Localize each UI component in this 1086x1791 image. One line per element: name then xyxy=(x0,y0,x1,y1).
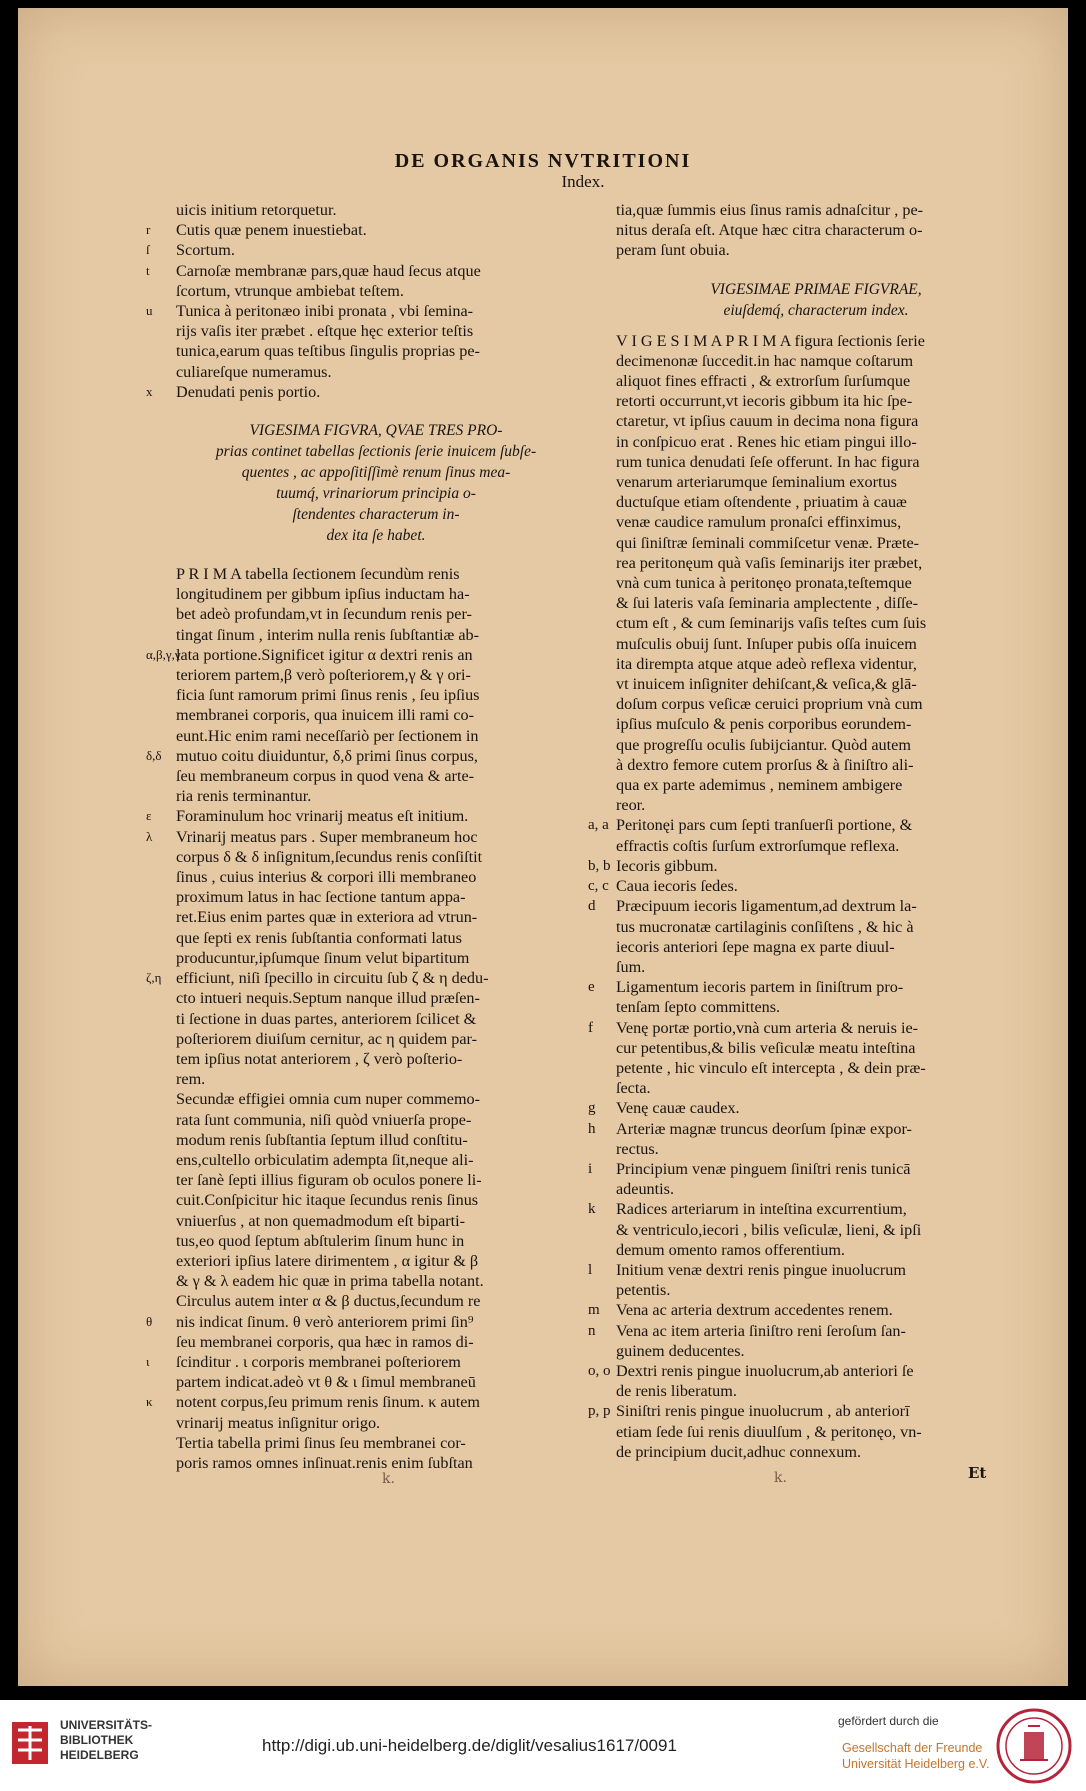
body-line xyxy=(146,968,576,988)
text-line: de renis liberatum. xyxy=(616,1382,737,1401)
body-line xyxy=(146,1312,576,1332)
body-line xyxy=(176,685,576,705)
index-entry xyxy=(588,1300,1016,1320)
text-line: de principium ducit,adhuc connexum. xyxy=(616,1442,861,1461)
margin-marker: i xyxy=(588,1160,593,1177)
text-line: cur petentibus,& bilis veſiculæ meatu inteſtina xyxy=(616,1038,916,1057)
body-line xyxy=(176,1231,576,1251)
text-line: petente , hic vinculo eſt intercepta , & dein præ- xyxy=(616,1058,926,1077)
margin-marker: l xyxy=(588,1261,593,1278)
body-line xyxy=(176,1211,576,1231)
text-line: ctaretur, vt ipſius cauum in decima nona figura xyxy=(616,412,919,431)
index-entry xyxy=(616,613,1016,633)
text-line: ficia ſunt ramorum primi ſinus renis , ſeu ipſius xyxy=(176,686,480,705)
text-line: que ſepti ex renis ſubſtantia conformati latus xyxy=(176,928,462,947)
body-line xyxy=(146,645,576,665)
text-line: vrinarij meatus inſignitur origo. xyxy=(176,1413,381,1432)
text-line: membranei corporis, qua inuicem illi rami co- xyxy=(176,706,475,725)
index-entry xyxy=(176,200,576,220)
text-line: Ligamentum iecoris partem in ſiniſtrum pro- xyxy=(616,978,904,997)
text-line: nitus deraſa eſt. Atque hæc citra characterum o- xyxy=(616,221,923,240)
text-line: Iecoris gibbum. xyxy=(616,856,718,875)
left-figure-heading xyxy=(176,420,576,546)
text-line: & ventriculo,iecori , bilis veſiculæ, lieni, & ipſi xyxy=(616,1220,922,1239)
text-line: ſinus , cuius interius & corpori illi membraneo xyxy=(176,868,477,887)
index-entry xyxy=(588,1098,1016,1118)
index-entry xyxy=(616,674,1016,694)
text-line: eunt.Hic enim rami neceſſariò per ſectionem in xyxy=(176,726,479,745)
text-line: ſeu membranei corporis, qua hæc in ramos di- xyxy=(176,1332,474,1351)
catchword: Et xyxy=(968,1464,987,1482)
body-line xyxy=(176,1009,576,1029)
body-line xyxy=(616,220,1016,240)
text-line: Venę cauæ caudex. xyxy=(616,1099,740,1118)
text-line: petentis. xyxy=(616,1281,671,1300)
sponsor-name: Gesellschaft der Freunde Universität Heidelberg e.V. xyxy=(842,1741,990,1771)
text-line: peram ſunt obuia. xyxy=(616,241,730,260)
body-line xyxy=(176,1089,576,1109)
text-line: venæ caudice ramulum pronaſci effinximus, xyxy=(616,513,902,532)
index-entry xyxy=(588,1321,1016,1341)
index-entry xyxy=(588,1119,1016,1139)
margin-marker: d xyxy=(588,898,596,915)
text-line: Arteriæ magnæ truncus deorſum ſpinæ expor- xyxy=(616,1119,912,1138)
index-entry xyxy=(616,714,1016,734)
body-line xyxy=(146,827,576,847)
text-line: & ſui lateris vaſa ſeminaria amplectente , diſſe- xyxy=(616,594,919,613)
margin-marker: n xyxy=(588,1322,596,1339)
index-entry xyxy=(588,1159,1016,1179)
text-line: Vrinarij meatus pars . Super membraneum hoc xyxy=(176,827,478,846)
text-line: ret.Eius enim partes quæ in exteriora ad vtrun- xyxy=(176,908,478,927)
margin-marker: r xyxy=(146,222,151,238)
funded-by-label: gefördert durch die xyxy=(838,1714,939,1728)
text-line: Tunica à peritonæo inibi pronata , vbi ſemina- xyxy=(176,302,474,321)
text-line: aliquot fines effracti , & extrorſum ſurſumque xyxy=(616,372,911,391)
text-line: producuntur,ipſumque ſinum velut bipartitum xyxy=(176,948,470,967)
body-line xyxy=(176,1291,576,1311)
text-line: corpus δ & δ inſignitum,ſecundus renis conſiſtit xyxy=(176,847,483,866)
margin-marker: ſ xyxy=(146,242,150,258)
text-line: lata portione.Significet igitur α dextri renis an xyxy=(176,645,473,664)
index-entry xyxy=(616,553,1016,573)
text-line: muſculis obuij ſunt. Inſuper pubis oſſa inuicem xyxy=(616,634,917,653)
body-line xyxy=(176,1170,576,1190)
body-line xyxy=(176,625,576,645)
text-line: Carnoſæ membranæ pars,quæ haud ſecus atque xyxy=(176,261,481,280)
index-entry xyxy=(176,321,576,341)
text-line: Principium venæ pinguem ſiniſtri renis tunicā xyxy=(616,1159,911,1178)
handwritten-mark: k. xyxy=(382,1471,395,1487)
body-line xyxy=(616,200,1016,220)
margin-marker: θ xyxy=(146,1313,153,1329)
index-entry xyxy=(588,1018,1016,1038)
body-line xyxy=(176,1130,576,1150)
text-line: Radices arteriarum in inteſtina excurrentium, xyxy=(616,1200,907,1219)
text-line: vniuerſus , at non quemadmodum eſt biparti- xyxy=(176,1211,466,1230)
margin-marker: δ,δ xyxy=(146,747,162,763)
text-line: rectus. xyxy=(616,1139,659,1158)
book-page xyxy=(18,8,1068,1686)
text-line: P R I M A tabella ſectionem ſecundùm renis xyxy=(176,565,460,584)
body-line xyxy=(176,1110,576,1130)
margin-marker: κ xyxy=(146,1394,153,1410)
index-entry xyxy=(616,1240,1016,1260)
index-entry xyxy=(588,1260,1016,1280)
body-line xyxy=(176,1029,576,1049)
body-line xyxy=(176,705,576,725)
body-line xyxy=(146,746,576,766)
text-line: poris ramos omnes inſinuat.renis enim ſubſtan xyxy=(176,1453,473,1472)
text-line: Foraminulum hoc vrinarij meatus eſt initium. xyxy=(176,807,469,826)
heading-line: dex ita ſe habet. xyxy=(326,527,426,545)
text-line: tingat ſinum , interim nulla renis ſubſtantiæ ab- xyxy=(176,625,480,644)
body-line xyxy=(176,1433,576,1453)
heading-line: VIGESIMA FIGVRA, QVAE TRES PRO- xyxy=(249,422,503,440)
body-line xyxy=(176,867,576,887)
text-line: à dextro femore cutem prorſus & à ſiniſtro ali- xyxy=(616,755,914,774)
text-line: retorti occurrunt,vt iecoris gibbum ita hic ſpe- xyxy=(616,392,913,411)
index-entry xyxy=(616,351,1016,371)
body-line xyxy=(176,907,576,927)
body-line xyxy=(176,1251,576,1271)
text-line: V I G E S I M A P R I M A figura ſectionis ſerie xyxy=(616,331,925,350)
text-line: qui ſiniſtræ ſeminali commiſcetur venæ. Præte- xyxy=(616,533,920,552)
index-entry xyxy=(588,1199,1016,1219)
body-line xyxy=(146,1392,576,1412)
text-line: tunica,earum quas teſtibus ſingulis proprias pe- xyxy=(176,342,480,361)
index-entry xyxy=(616,1078,1016,1098)
text-line: modum renis ſubſtantia ſeptum illud conſtitu- xyxy=(176,1130,468,1149)
text-line: longitudinem per gibbum ipſius inductam ha- xyxy=(176,585,470,604)
text-line: Denudati penis portio. xyxy=(176,382,321,401)
index-entry xyxy=(616,452,1016,472)
text-line: Tertia tabella primi ſinus ſeu membranei cor- xyxy=(176,1433,466,1452)
body-line xyxy=(176,928,576,948)
text-line: etiam ſede ſui renis diuulſum , & peritonęo, vn- xyxy=(616,1422,922,1441)
text-line: ductuſque etiam oſtendente , priuatim à cauæ xyxy=(616,493,907,512)
heading-line: tuumq́, vrinariorum principia o- xyxy=(276,485,476,503)
heading-line: quentes , ac appoſitiſſimè renum ſinus mea- xyxy=(241,464,511,482)
index-entry xyxy=(616,1139,1016,1159)
text-line: Præcipuum iecoris ligamentum,ad dextrum la- xyxy=(616,897,917,916)
margin-marker: h xyxy=(588,1120,596,1137)
text-line: poſteriorem diuiſum cernitur, ac η quidem par- xyxy=(176,1029,478,1048)
margin-marker: g xyxy=(588,1100,596,1117)
left-column xyxy=(146,200,576,1473)
text-line: Scortum. xyxy=(176,241,235,260)
university-seal-icon xyxy=(994,1706,1074,1786)
heading-line: VIGESIMAE PRIMAE FIGVRAE, xyxy=(710,280,922,298)
text-line: tia,quæ ſummis eius ſinus ramis adnaſcitur , pe- xyxy=(616,201,924,219)
index-entry xyxy=(616,1058,1016,1078)
index-entry xyxy=(616,1341,1016,1361)
text-line: vt inuicem inſigniter dehiſcant,& veſica,& glā- xyxy=(616,675,917,694)
text-line: Secundæ effigiei omnia cum nuper commemo- xyxy=(176,1090,481,1109)
text-line: rea peritonęum quà vaſis ſeminarijs iter præbet, xyxy=(616,553,923,572)
text-line: ſum. xyxy=(616,957,646,976)
index-entry xyxy=(616,1220,1016,1240)
text-line: tenſam ſepto committens. xyxy=(616,998,781,1017)
heading-line: prias continet tabellas ſectionis ſerie inuicem ſubſe- xyxy=(215,443,537,461)
margin-marker: u xyxy=(146,303,153,319)
margin-marker: f xyxy=(588,1019,593,1036)
index-entry xyxy=(588,1401,1016,1421)
text-line: guinem deducentes. xyxy=(616,1341,745,1360)
right-figure-heading xyxy=(616,279,1016,321)
body-line xyxy=(176,1372,576,1392)
index-entry xyxy=(616,1442,1016,1462)
body-line xyxy=(176,766,576,786)
index-entry xyxy=(616,1381,1016,1401)
index-entry xyxy=(176,281,576,301)
margin-marker: c, c xyxy=(588,878,609,895)
index-entry xyxy=(616,654,1016,674)
text-line: effractis coſtis ſurſum extrorſumque reflexa. xyxy=(616,836,900,855)
text-line: rem. xyxy=(176,1070,206,1089)
index-entry xyxy=(616,391,1016,411)
index-entry xyxy=(616,917,1016,937)
index-entry xyxy=(616,432,1016,452)
margin-marker: x xyxy=(146,383,153,399)
text-line: venarum arteriarumque ſeminalium exortus xyxy=(616,473,897,492)
text-line: exteriori ipſius latere dirimentem , α igitur & β xyxy=(176,1251,479,1270)
index-entry xyxy=(146,382,576,402)
text-line: Initium venæ dextri renis pingue inuolucrum xyxy=(616,1260,906,1279)
margin-marker: ζ,η xyxy=(146,970,162,986)
text-line: rum tunica denudati ſeſe offerunt. In hac figura xyxy=(616,452,920,471)
text-line: Cutis quæ penem inuestiebat. xyxy=(176,221,367,240)
text-line: ens,cultello orbiculatim adempta ſit,neque ali- xyxy=(176,1150,474,1169)
text-line: ſecta. xyxy=(616,1079,651,1098)
index-entry xyxy=(616,371,1016,391)
text-line: Peritonęi pars cum ſepti tranſuerſi portione, & xyxy=(616,816,913,835)
body-line xyxy=(176,786,576,806)
index-entry xyxy=(616,573,1016,593)
index-entry xyxy=(616,694,1016,714)
footer-bar xyxy=(0,1700,1086,1791)
text-line: cto intueri nequis.Septum nanque illud præſen- xyxy=(176,989,480,1008)
body-line xyxy=(176,1453,576,1473)
index-entry xyxy=(616,937,1016,957)
text-line: mutuo coitu diuiduntur, δ,δ primi ſinus corpus, xyxy=(176,746,478,765)
text-line: partem indicat.adeò vt θ & ι ſimul membraneū xyxy=(176,1373,476,1392)
body-line xyxy=(176,1069,576,1089)
body-line xyxy=(146,1352,576,1372)
heading-line: eiuſdemq́, characterum index. xyxy=(723,301,909,319)
body-line xyxy=(176,948,576,968)
index-entry xyxy=(616,411,1016,431)
index-entry xyxy=(616,755,1016,775)
index-entry xyxy=(146,240,576,260)
text-line: efficiunt, niſi ſpecillo in circuitu ſub ζ & η dedu- xyxy=(176,969,489,988)
index-entry xyxy=(588,856,1016,876)
text-line: in conſpicuo erat . Renes hic etiam pingui illo- xyxy=(616,432,917,451)
index-entry xyxy=(616,533,1016,553)
text-line: qua ex parte ademimus , neminem ambigere xyxy=(616,776,903,795)
margin-marker: a, a xyxy=(588,817,609,834)
body-line xyxy=(176,726,576,746)
margin-marker: ε xyxy=(146,808,152,824)
text-line: demum omento ramos offerentium. xyxy=(616,1240,845,1259)
index-entry xyxy=(616,634,1016,654)
text-line: adeuntis. xyxy=(616,1180,674,1199)
text-line: Circulus autem inter α & β ductus,ſecundum re xyxy=(176,1292,481,1311)
index-entry xyxy=(616,472,1016,492)
margin-marker: e xyxy=(588,979,595,996)
index-entry xyxy=(588,1361,1016,1381)
body-line xyxy=(176,988,576,1008)
margin-marker: t xyxy=(146,262,150,278)
text-line: bet adeò profundam,vt in ſecundum renis per- xyxy=(176,605,472,624)
body-line xyxy=(176,1271,576,1291)
index-entry xyxy=(616,795,1016,815)
text-line: doſum corpus veſicæ ceruici proprium vnà cum xyxy=(616,695,923,714)
index-entry xyxy=(146,301,576,321)
margin-marker: k xyxy=(588,1201,596,1218)
body-line xyxy=(616,240,1016,260)
index-entry xyxy=(176,341,576,361)
margin-marker: m xyxy=(588,1302,600,1319)
index-entry xyxy=(616,1280,1016,1300)
text-line: culiareſque numeramus. xyxy=(176,362,332,381)
page-title: DE ORGANIS NVTRITIONI xyxy=(394,150,692,172)
body-line xyxy=(146,806,576,826)
text-line: rijs vaſis iter præbet . eſtque hęc exterior teſtis xyxy=(176,322,474,341)
right-column xyxy=(588,200,1016,1462)
margin-marker: b, b xyxy=(588,857,611,874)
index-entry xyxy=(616,1179,1016,1199)
index-entry xyxy=(616,997,1016,1017)
index-entry xyxy=(616,836,1016,856)
body-line xyxy=(176,1332,576,1352)
text-line: notent corpus,ſeu primum renis ſinum. κ autem xyxy=(176,1393,480,1412)
text-line: tem ipſius notat anteriorem , ζ verò poſterio- xyxy=(176,1049,463,1068)
margin-marker: λ xyxy=(146,828,153,844)
text-line: uicis initium retorquetur. xyxy=(176,201,337,219)
body-line xyxy=(176,887,576,907)
text-line: decimenonæ ſuccedit.in hac namque coſtarum xyxy=(616,351,914,370)
body-line xyxy=(176,564,576,584)
index-entry xyxy=(616,593,1016,613)
library-name: UNIVERSITÄTS- BIBLIOTHEK HEIDELBERG xyxy=(60,1718,153,1762)
text-line: Vena ac item arteria ſiniſtro reni ſeroſum ſan- xyxy=(616,1321,906,1340)
text-line: cuit.Conſpicitur hic itaque ſecundus renis ſinus xyxy=(176,1191,479,1210)
text-line: ſeu membraneum corpus in quod vena & arte- xyxy=(176,767,475,786)
heading-line: ſtendentes characterum in- xyxy=(292,506,460,524)
index-entry xyxy=(616,1422,1016,1442)
body-line xyxy=(176,1049,576,1069)
text-line: tus,eo quod ſeptum abſtulerim ſinum hunc in xyxy=(176,1231,465,1250)
margin-marker: p, p xyxy=(588,1403,611,1420)
text-line: ſcortum, vtrunque ambiebat teſtem. xyxy=(176,281,404,300)
text-line: teriorem partem,β verò poſteriorem,γ & γ ori- xyxy=(176,666,471,685)
text-line: nis indicat ſinum. θ verò anteriorem primi ſin⁹ xyxy=(176,1312,474,1331)
body-line xyxy=(176,1190,576,1210)
text-line: iecoris anteriori ſepe magna ex parte diuul- xyxy=(616,937,895,956)
text-line: Caua iecoris ſedes. xyxy=(616,877,738,896)
text-line: Venę portæ portio,vnà cum arteria & neruis ie- xyxy=(616,1018,919,1037)
body-line xyxy=(176,584,576,604)
text-line: Dextri renis pingue inuolucrum,ab anteriori ſe xyxy=(616,1361,914,1380)
text-line: ſcinditur . ι corporis membranei poſteriorem xyxy=(176,1352,461,1371)
text-line: ctum eſt , & cum ſeminarijs vaſis teſtes cum ſuis xyxy=(616,614,927,633)
body-line xyxy=(176,1150,576,1170)
body-line xyxy=(176,1413,576,1433)
text-line: rata ſunt communia, niſi quòd vniuerſa prope- xyxy=(176,1110,472,1129)
handwritten-mark: k. xyxy=(774,1470,787,1486)
text-line: ipſius muſculo & penis corporibus eorundem- xyxy=(616,715,912,734)
margin-marker: o, o xyxy=(588,1362,611,1379)
library-logo-icon xyxy=(10,1718,50,1768)
text-line: ita dirempta atque atque adeò reflexa videntur, xyxy=(616,654,917,673)
margin-marker: ι xyxy=(146,1353,150,1369)
text-line: tus mucronatæ cartilaginis conſiſtens , & hic à xyxy=(616,917,914,936)
index-entry xyxy=(616,775,1016,795)
text-line: reor. xyxy=(616,796,646,815)
text-line: Vena ac arteria dextrum accedentes renem. xyxy=(616,1301,893,1320)
margin-marker: α,β,γ,γ xyxy=(146,646,181,662)
text-line: que progreſſu oculis ſubijciantur. Quòd autem xyxy=(616,735,911,754)
text-line: & γ & λ eadem hic quæ in prima tabella notant. xyxy=(176,1272,484,1291)
text-line: ti ſectione in duas partes, anteriorem ſcilicet & xyxy=(176,1009,477,1028)
index-entry xyxy=(588,815,1016,835)
index-entry xyxy=(588,977,1016,997)
index-entry xyxy=(616,512,1016,532)
text-line: ria renis terminantur. xyxy=(176,787,312,806)
index-entry xyxy=(146,261,576,281)
index-entry xyxy=(616,492,1016,512)
source-url[interactable]: http://digi.ub.uni-heidelberg.de/diglit/vesalius1617/0091 xyxy=(262,1736,677,1755)
index-entry xyxy=(588,896,1016,916)
body-line xyxy=(176,665,576,685)
body-line xyxy=(176,604,576,624)
index-entry xyxy=(176,362,576,382)
text-line: proximum latus in hac ſectione tantum appa- xyxy=(176,888,466,907)
index-entry xyxy=(616,957,1016,977)
index-entry xyxy=(588,876,1016,896)
index-entry xyxy=(616,735,1016,755)
index-entry xyxy=(146,220,576,240)
page-subtitle: Index. xyxy=(561,172,605,191)
index-entry xyxy=(616,331,1016,351)
text-line: ter ſanè ſepti illius figuram ob oculos ponere li- xyxy=(176,1171,482,1190)
text-line: Siniſtri renis pingue inuolucrum , ab anteriorī xyxy=(616,1402,910,1421)
text-line: vnà cum tunica à peritonęo pronata,teſtemque xyxy=(616,574,912,593)
index-entry xyxy=(616,1038,1016,1058)
body-line xyxy=(176,847,576,867)
